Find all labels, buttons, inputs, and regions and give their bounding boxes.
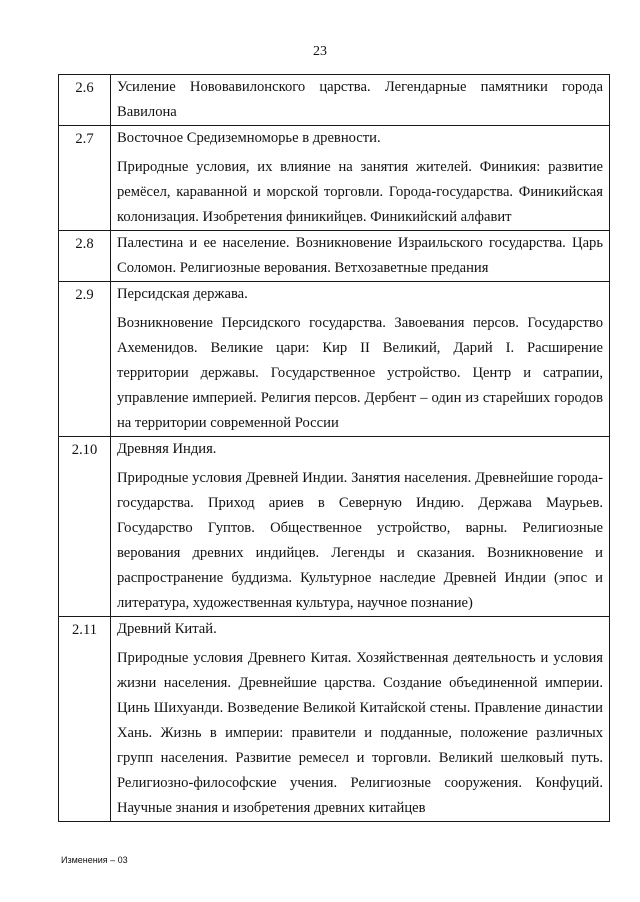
table-row <box>59 231 610 282</box>
section-text: Палестина и ее население. Возникновение Израильского государства. Царь Соломон. Религиозные верования. Ветхозаветные предания <box>117 235 603 276</box>
table-row <box>59 282 610 437</box>
table-row <box>59 437 610 617</box>
section-content <box>111 282 610 437</box>
section-content <box>111 126 610 231</box>
section-number: 2.9 <box>59 282 111 437</box>
section-content <box>111 437 610 617</box>
section-number: 2.8 <box>59 231 111 282</box>
page-number: 23 <box>313 44 327 59</box>
section-number: 2.10 <box>59 437 111 617</box>
section-title: Восточное Средиземноморье в древности. <box>117 130 381 146</box>
section-number: 2.6 <box>59 75 111 126</box>
section-number: 2.11 <box>59 617 111 822</box>
section-title: Персидская держава. <box>117 286 248 302</box>
table-row <box>59 75 610 126</box>
section-text: Усиление Нововавилонского царства. Легендарные памятники города Вавилона <box>117 79 603 120</box>
section-title: Древняя Индия. <box>117 441 217 457</box>
section-text: Возникновение Персидского государства. Завоевания персов. Государство Ахеменидов. Великие цари: Кир II Великий, Дарий I. Расширение территории державы. Государственное устройство. Центр и сатрапии, управление империей. Религия персов. Дербент – один из старейших городов на территории современной России <box>117 315 603 431</box>
table-row <box>59 126 610 231</box>
section-text: Природные условия, их влияние на занятия жителей. Финикия: развитие ремёсел, караванной и морской торговли. Города-государства. Финикийская колонизация. Изобретения финикийцев. Финикийский алфавит <box>117 159 603 225</box>
section-title: Древний Китай. <box>117 621 217 637</box>
section-text: Природные условия Древнего Китая. Хозяйственная деятельность и условия жизни населения. Древнейшие царства. Создание объединенной империи. Цинь Шихуанди. Возведение Великой Китайской стены. Правление династии Хань. Жизнь в империи: правители и подданные, положение различных групп населения. Развитие ремесел и торговли. Великий шелковый путь. Религиозно-философские учения. Религиозные сооружения. Конфуций. Научные знания и изобретения древних китайцев <box>117 650 603 816</box>
table-row <box>59 617 610 822</box>
section-content <box>111 75 610 126</box>
footer-revision-note: Изменения – 03 <box>61 855 128 865</box>
section-number: 2.7 <box>59 126 111 231</box>
curriculum-table <box>58 74 610 822</box>
section-text: Природные условия Древней Индии. Занятия населения. Древнейшие города-государства. Приход ариев в Северную Индию. Держава Маурьев. Государство Гуптов. Общественное устройство, варны. Религиозные верования древних индийцев. Легенды и сказания. Возникновение и распространение буддизма. Культурное наследие Древней Индии (эпос и литература, художественная культура, научное познание) <box>117 470 603 611</box>
section-content <box>111 231 610 282</box>
section-content <box>111 617 610 822</box>
